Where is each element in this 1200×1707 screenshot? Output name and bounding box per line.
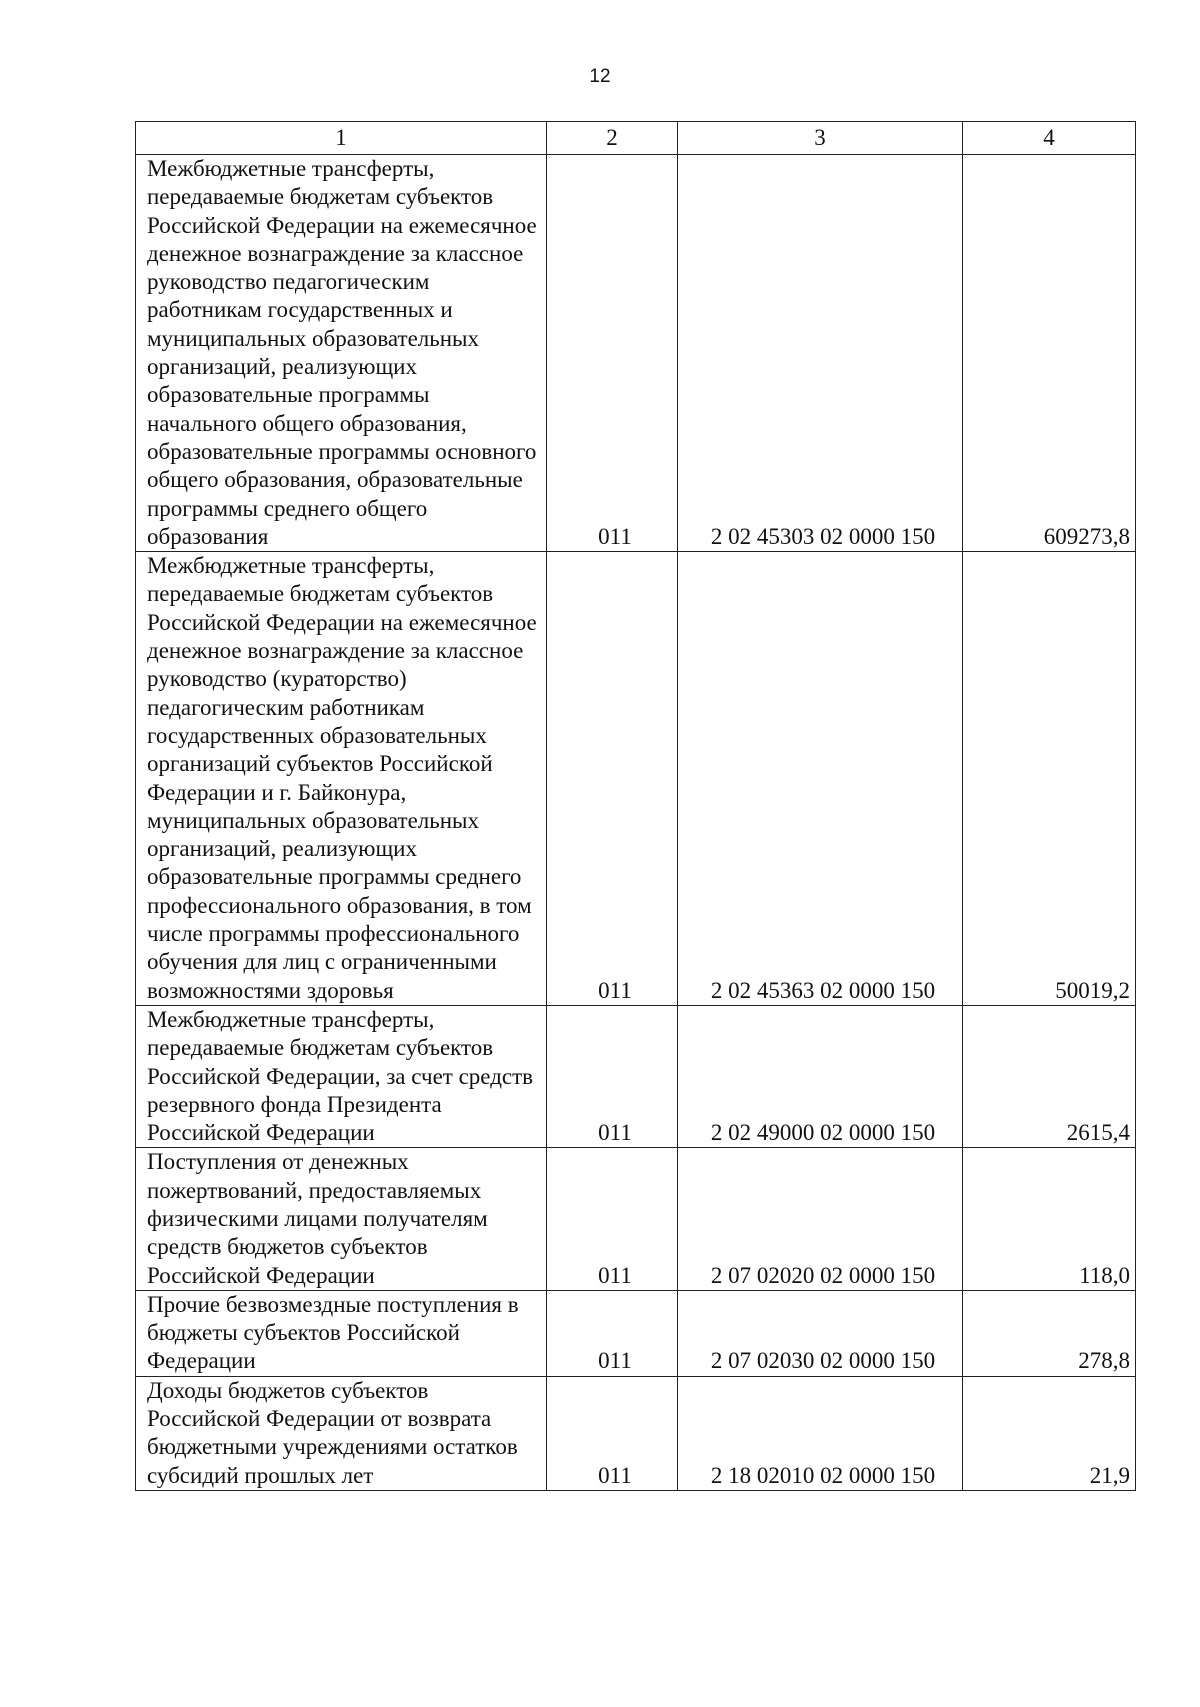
revenue-name-cell: Межбюджетные трансферты, передаваемые бюджетам субъектов Российской Федерации, за счет средств резервного фонда Президента Российской Федерации (136, 1005, 547, 1147)
table-row (136, 155, 1136, 552)
column-header-1: 1 (136, 122, 547, 155)
classification-code-cell: 2 02 45303 02 0000 150 (678, 155, 963, 552)
administrator-code-cell: 011 (547, 1005, 678, 1147)
amount-cell: 118,0 (963, 1148, 1136, 1290)
table-row (136, 1376, 1136, 1490)
page-number: 12 (589, 66, 611, 87)
administrator-code-cell: 011 (547, 1148, 678, 1290)
amount-cell: 278,8 (963, 1290, 1136, 1376)
column-header-4: 4 (963, 122, 1136, 155)
administrator-code-cell: 011 (547, 155, 678, 552)
table-row (136, 552, 1136, 1006)
table-header-row (136, 122, 1136, 155)
amount-cell: 21,9 (963, 1376, 1136, 1490)
amount-cell: 50019,2 (963, 552, 1136, 1006)
amount-cell: 609273,8 (963, 155, 1136, 552)
classification-code-cell: 2 18 02010 02 0000 150 (678, 1376, 963, 1490)
table-row (136, 1290, 1136, 1376)
table-row (136, 1148, 1136, 1290)
column-header-3: 3 (678, 122, 963, 155)
administrator-code-cell: 011 (547, 552, 678, 1006)
administrator-code-cell: 011 (547, 1290, 678, 1376)
revenue-name-cell: Межбюджетные трансферты, передаваемые бюджетам субъектов Российской Федерации на ежемесячное денежное вознаграждение за классное руководство педагогическим работникам государственных и муниципальных образовательных организаций, реализующих образовательные программы начального общего образования, образовательные программы основного общего образования, образовательные программы среднего общего образования (136, 155, 547, 552)
revenue-name-cell: Межбюджетные трансферты, передаваемые бюджетам субъектов Российской Федерации на ежемесячное денежное вознаграждение за классное руководство (кураторство) педагогическим работникам государственных образовательных организаций субъектов Российской Федерации и г. Байконура, муниципальных образовательных организаций, реализующих образовательные программы среднего профессионального образования, в том числе программы профессионального обучения для лиц с ограниченными возможностями здоровья (136, 552, 547, 1006)
classification-code-cell: 2 07 02030 02 0000 150 (678, 1290, 963, 1376)
revenue-name-cell: Прочие безвозмездные поступления в бюджеты субъектов Российской Федерации (136, 1290, 547, 1376)
classification-code-cell: 2 02 45363 02 0000 150 (678, 552, 963, 1006)
table-row (136, 1005, 1136, 1147)
revenue-name-cell: Поступления от денежных пожертвований, предоставляемых физическими лицами получателям средств бюджетов субъектов Российской Федерации (136, 1148, 547, 1290)
amount-cell: 2615,4 (963, 1005, 1136, 1147)
column-header-2: 2 (547, 122, 678, 155)
classification-code-cell: 2 07 02020 02 0000 150 (678, 1148, 963, 1290)
budget-revenue-table (135, 121, 1136, 1491)
classification-code-cell: 2 02 49000 02 0000 150 (678, 1005, 963, 1147)
administrator-code-cell: 011 (547, 1376, 678, 1490)
revenue-name-cell: Доходы бюджетов субъектов Российской Федерации от возврата бюджетными учреждениями остатков субсидий прошлых лет (136, 1376, 547, 1490)
